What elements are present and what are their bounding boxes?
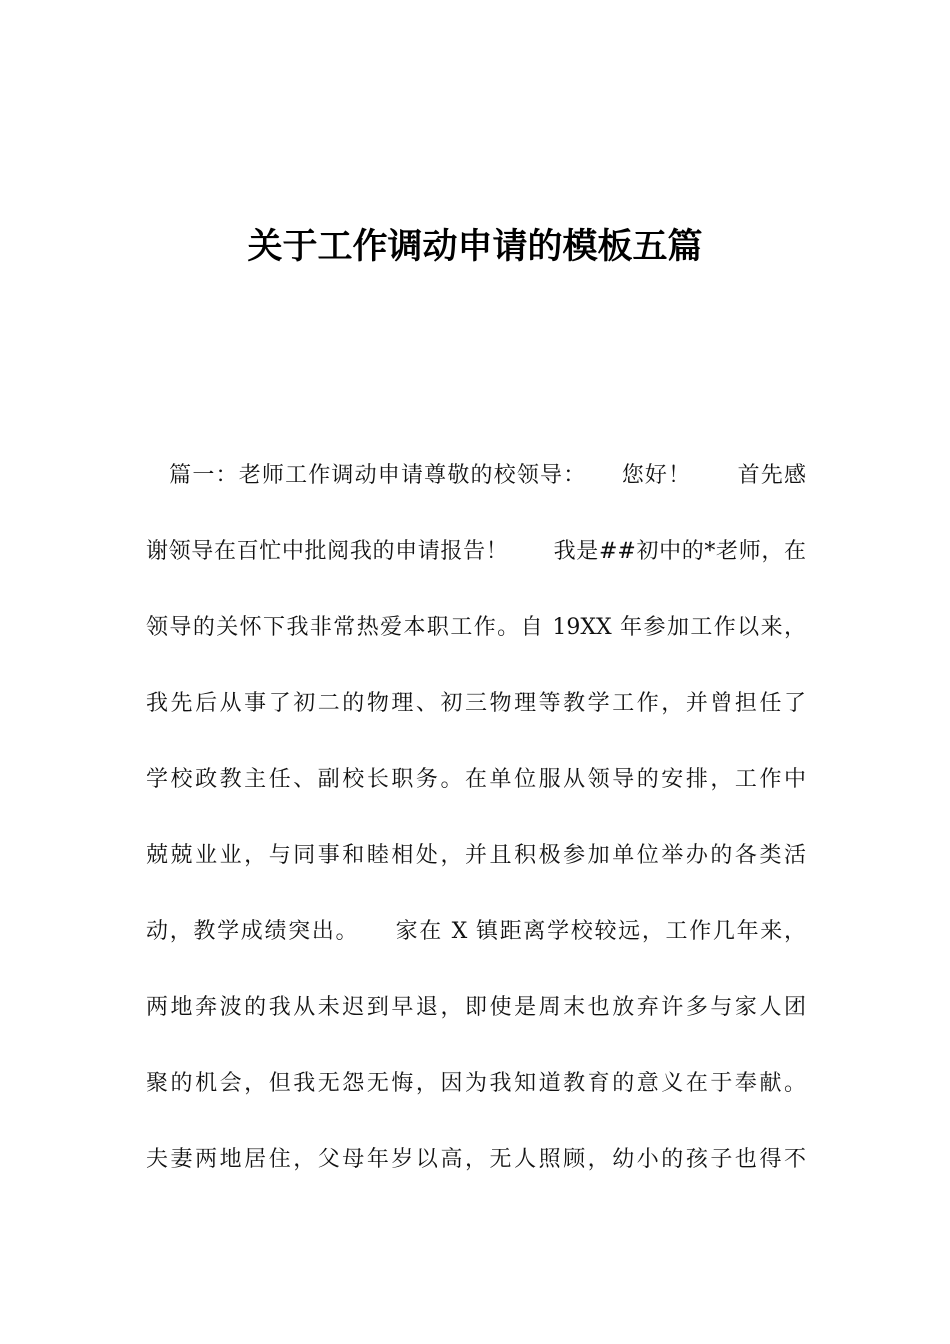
body-line: 领导的关怀下我非常热爱本职工作。自 19XX 年参加工作以来， — [146, 615, 806, 640]
document-body — [146, 448, 806, 1208]
body-line: 兢兢业业，与同事和睦相处，并且积极参加单位举办的各类活 — [146, 843, 806, 868]
body-line: 我先后从事了初二的物理、初三物理等教学工作，并曾担任了 — [146, 691, 806, 716]
body-line: 聚的机会，但我无怨无悔，因为我知道教育的意义在于奉献。 — [146, 1071, 806, 1096]
body-line: 学校政教主任、副校长职务。在单位服从领导的安排，工作中 — [146, 767, 806, 792]
body-line: 谢领导在百忙中批阅我的申请报告！ 我是##初中的*老师，在 — [146, 539, 806, 564]
body-line: 动，教学成绩突出。 家在 X 镇距离学校较远，工作几年来， — [146, 919, 806, 944]
body-line: 两地奔波的我从未迟到早退，即使是周末也放弃许多与家人团 — [146, 995, 806, 1020]
body-line: 夫妻两地居住，父母年岁以高，无人照顾，幼小的孩子也得不 — [146, 1147, 806, 1172]
document-title: 关于工作调动申请的模板五篇 — [247, 227, 703, 267]
body-line: 篇一：老师工作调动申请尊敬的校领导： 您好！ 首先感 — [146, 463, 806, 488]
